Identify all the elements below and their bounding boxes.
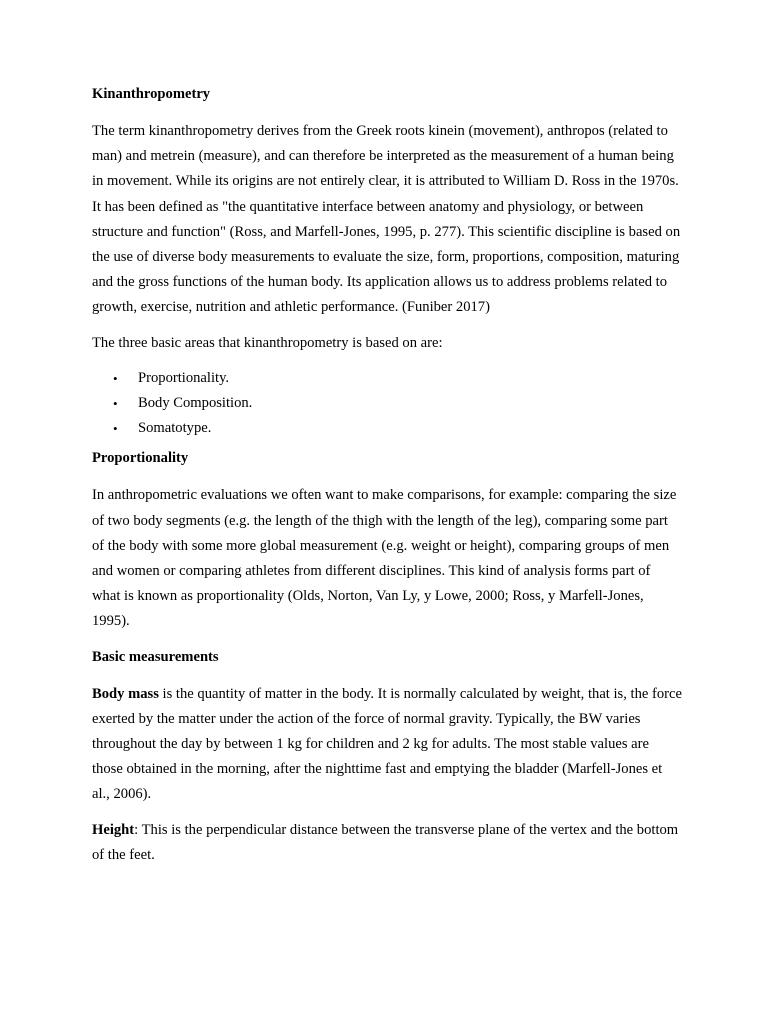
heading-proportionality: Proportionality	[92, 450, 189, 467]
areas-list	[92, 366, 682, 442]
paragraph-kinanthropometry-intro: The term kinanthropometry derives from the Greek roots kinein (movement), anthropos (related to man) and metrein (measure), and can therefore be interpreted as the measurement of a human being in movement. While its origins are not entirely clear, it is attributed to William D. Ross in the 1970s. It has been defined as "the quantitative interface between anatomy and physiology, or between structure and function" (Ross, and Marfell-Jones, 1995, p. 277). This scientific discipline is based on the use of diverse body measurements to evaluate the size, form, proportions, composition, maturing and the gross functions of the human body. Its application allows us to address problems related to growth, exercise, nutrition and athletic performance. (Funiber 2017)	[92, 123, 681, 316]
list-item-text: Somatotype.	[138, 420, 212, 437]
height-text: : This is the perpendicular distance between the transverse plane of the vertex and the bottom of the feet.	[92, 821, 679, 863]
paragraph-proportionality: In anthropometric evaluations we often want to make comparisons, for example: comparing the size of two body segments (e.g. the length of the thigh with the length of the leg), comparing some part of the body with some more global measurement (e.g. weight or height), comparing groups of men and women or comparing athletes from different disciplines. This kind of analysis forms part of what is known as proportionality (Olds, Norton, Van Ly, y Lowe, 2000; Ross, y Marfell-Jones, 1995).	[92, 487, 677, 630]
list-item	[92, 391, 682, 416]
body-mass-text: is the quantity of matter in the body. It is normally calculated by weight, that is, the force exerted by the matter under the action of the force of normal gravity. Typically, the BW varies throughout the day by between 1 kg for children and 2 kg for adults. The most stable values are those obtained in the morning, after the nighttime fast and emptying the bladder (Marfell-Jones et al., 2006).	[92, 685, 682, 803]
list-item-text: Body Composition.	[138, 395, 253, 412]
heading-kinanthropometry: Kinanthropometry	[92, 86, 211, 102]
list-item-text: Proportionality.	[138, 369, 230, 386]
bullet-icon: •	[113, 396, 118, 412]
document-page	[92, 84, 682, 878]
paragraph-body-mass	[92, 682, 682, 808]
bullet-icon: •	[113, 421, 118, 437]
paragraph-areas-intro: The three basic areas that kinanthropometry is based on are:	[92, 334, 443, 351]
term-body-mass: Body mass	[92, 685, 159, 702]
heading-basic-measurements: Basic measurements	[92, 648, 219, 665]
term-height: Height	[92, 821, 135, 838]
list-item	[92, 366, 682, 391]
list-item	[92, 416, 682, 441]
paragraph-height	[92, 818, 682, 868]
bullet-icon: •	[113, 370, 118, 386]
